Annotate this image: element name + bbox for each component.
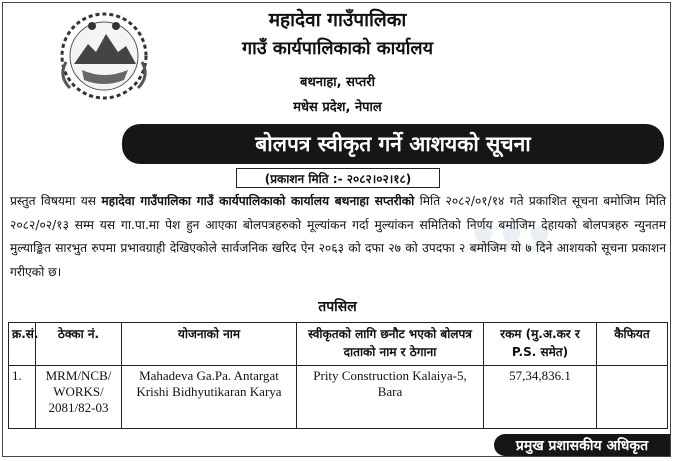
col-header-contract-no: ठेक्का नं. [36, 323, 122, 366]
office-location: बथनाहा, सप्तरी [300, 75, 375, 90]
col-header-project: योजनाको नाम [122, 323, 297, 366]
cell-remarks [597, 366, 668, 429]
cell-amount: 57,34,836.1 [484, 366, 597, 429]
notice-body [10, 190, 666, 284]
table-header-row [9, 323, 668, 366]
watermark-icon: ᴥᴥᴥ [470, 210, 555, 261]
cell-project: Mahadeva Ga.Pa. Antargat Krishi Bidhyutikaran Karya [122, 366, 297, 429]
province-name: मधेस प्रदेश, नेपाल [293, 100, 382, 115]
col-header-remarks: कैफियत [597, 323, 668, 366]
publication-date: (प्रकाशन मिति :- २०८२।०२।१८) [236, 168, 440, 188]
signatory-badge [494, 434, 670, 456]
cell-bidder: Prity Construction Kalaiya-5, Bara [297, 366, 484, 429]
table-row [9, 366, 668, 429]
bid-table [8, 322, 668, 429]
body-intro: प्रस्तुत विषयमा यस [10, 194, 102, 208]
cell-sn: 1. [9, 366, 36, 429]
signatory-title: प्रमुख प्रशासकीय अधिकृत [515, 437, 649, 454]
col-header-bidder: स्वीकृतको लागि छनौट भएको बोलपत्र दाताको नाम र ठेगाना [297, 323, 484, 366]
cell-contract-no: MRM/NCB/ WORKS/ 2081/82-03 [36, 366, 122, 429]
body-office-bold: महादेवा गाउँपालिका गाउँ कार्यपालिकाको कार्यालय बथनाहा सप्तरीको [101, 194, 415, 208]
notice-title: बोलपत्र स्वीकृत गर्ने आशयको सूचना [255, 132, 531, 156]
col-header-sn: क्र.सं. [9, 323, 36, 366]
body-main: मिति २०८२/०१/१४ गते प्रकाशित सूचना बमोजिम मिति २०८२/०२/१३ सम्म यस गा.पा.मा पेश हुन आएका बोलपत्रहरुको मूल्यांकन गर्दा मुल्यांकन समितिको निर्णय बमोजिम देहायको बोलपत्रहरु न्युनतम मुल्याङ्कित सारभुत रुपमा प्रभावग्राही देखिएकोले सार्वजनिक खरिद ऐन २०६३ को दफा २७ को उपदफा २ बमोजिम यो ७ दिने आशयको सूचना प्रकाशन गरीएको छ। [10, 194, 666, 279]
municipality-name: महादेवा गाउँपालिका [268, 9, 407, 31]
notice-title-banner [122, 124, 664, 164]
section-title: तपसिल [318, 299, 357, 315]
office-name: गाउँ कार्यपालिकाको कार्यालय [241, 38, 434, 59]
col-header-amount: रकम (मु.अ.कर र P.S. समेत) [484, 323, 597, 366]
